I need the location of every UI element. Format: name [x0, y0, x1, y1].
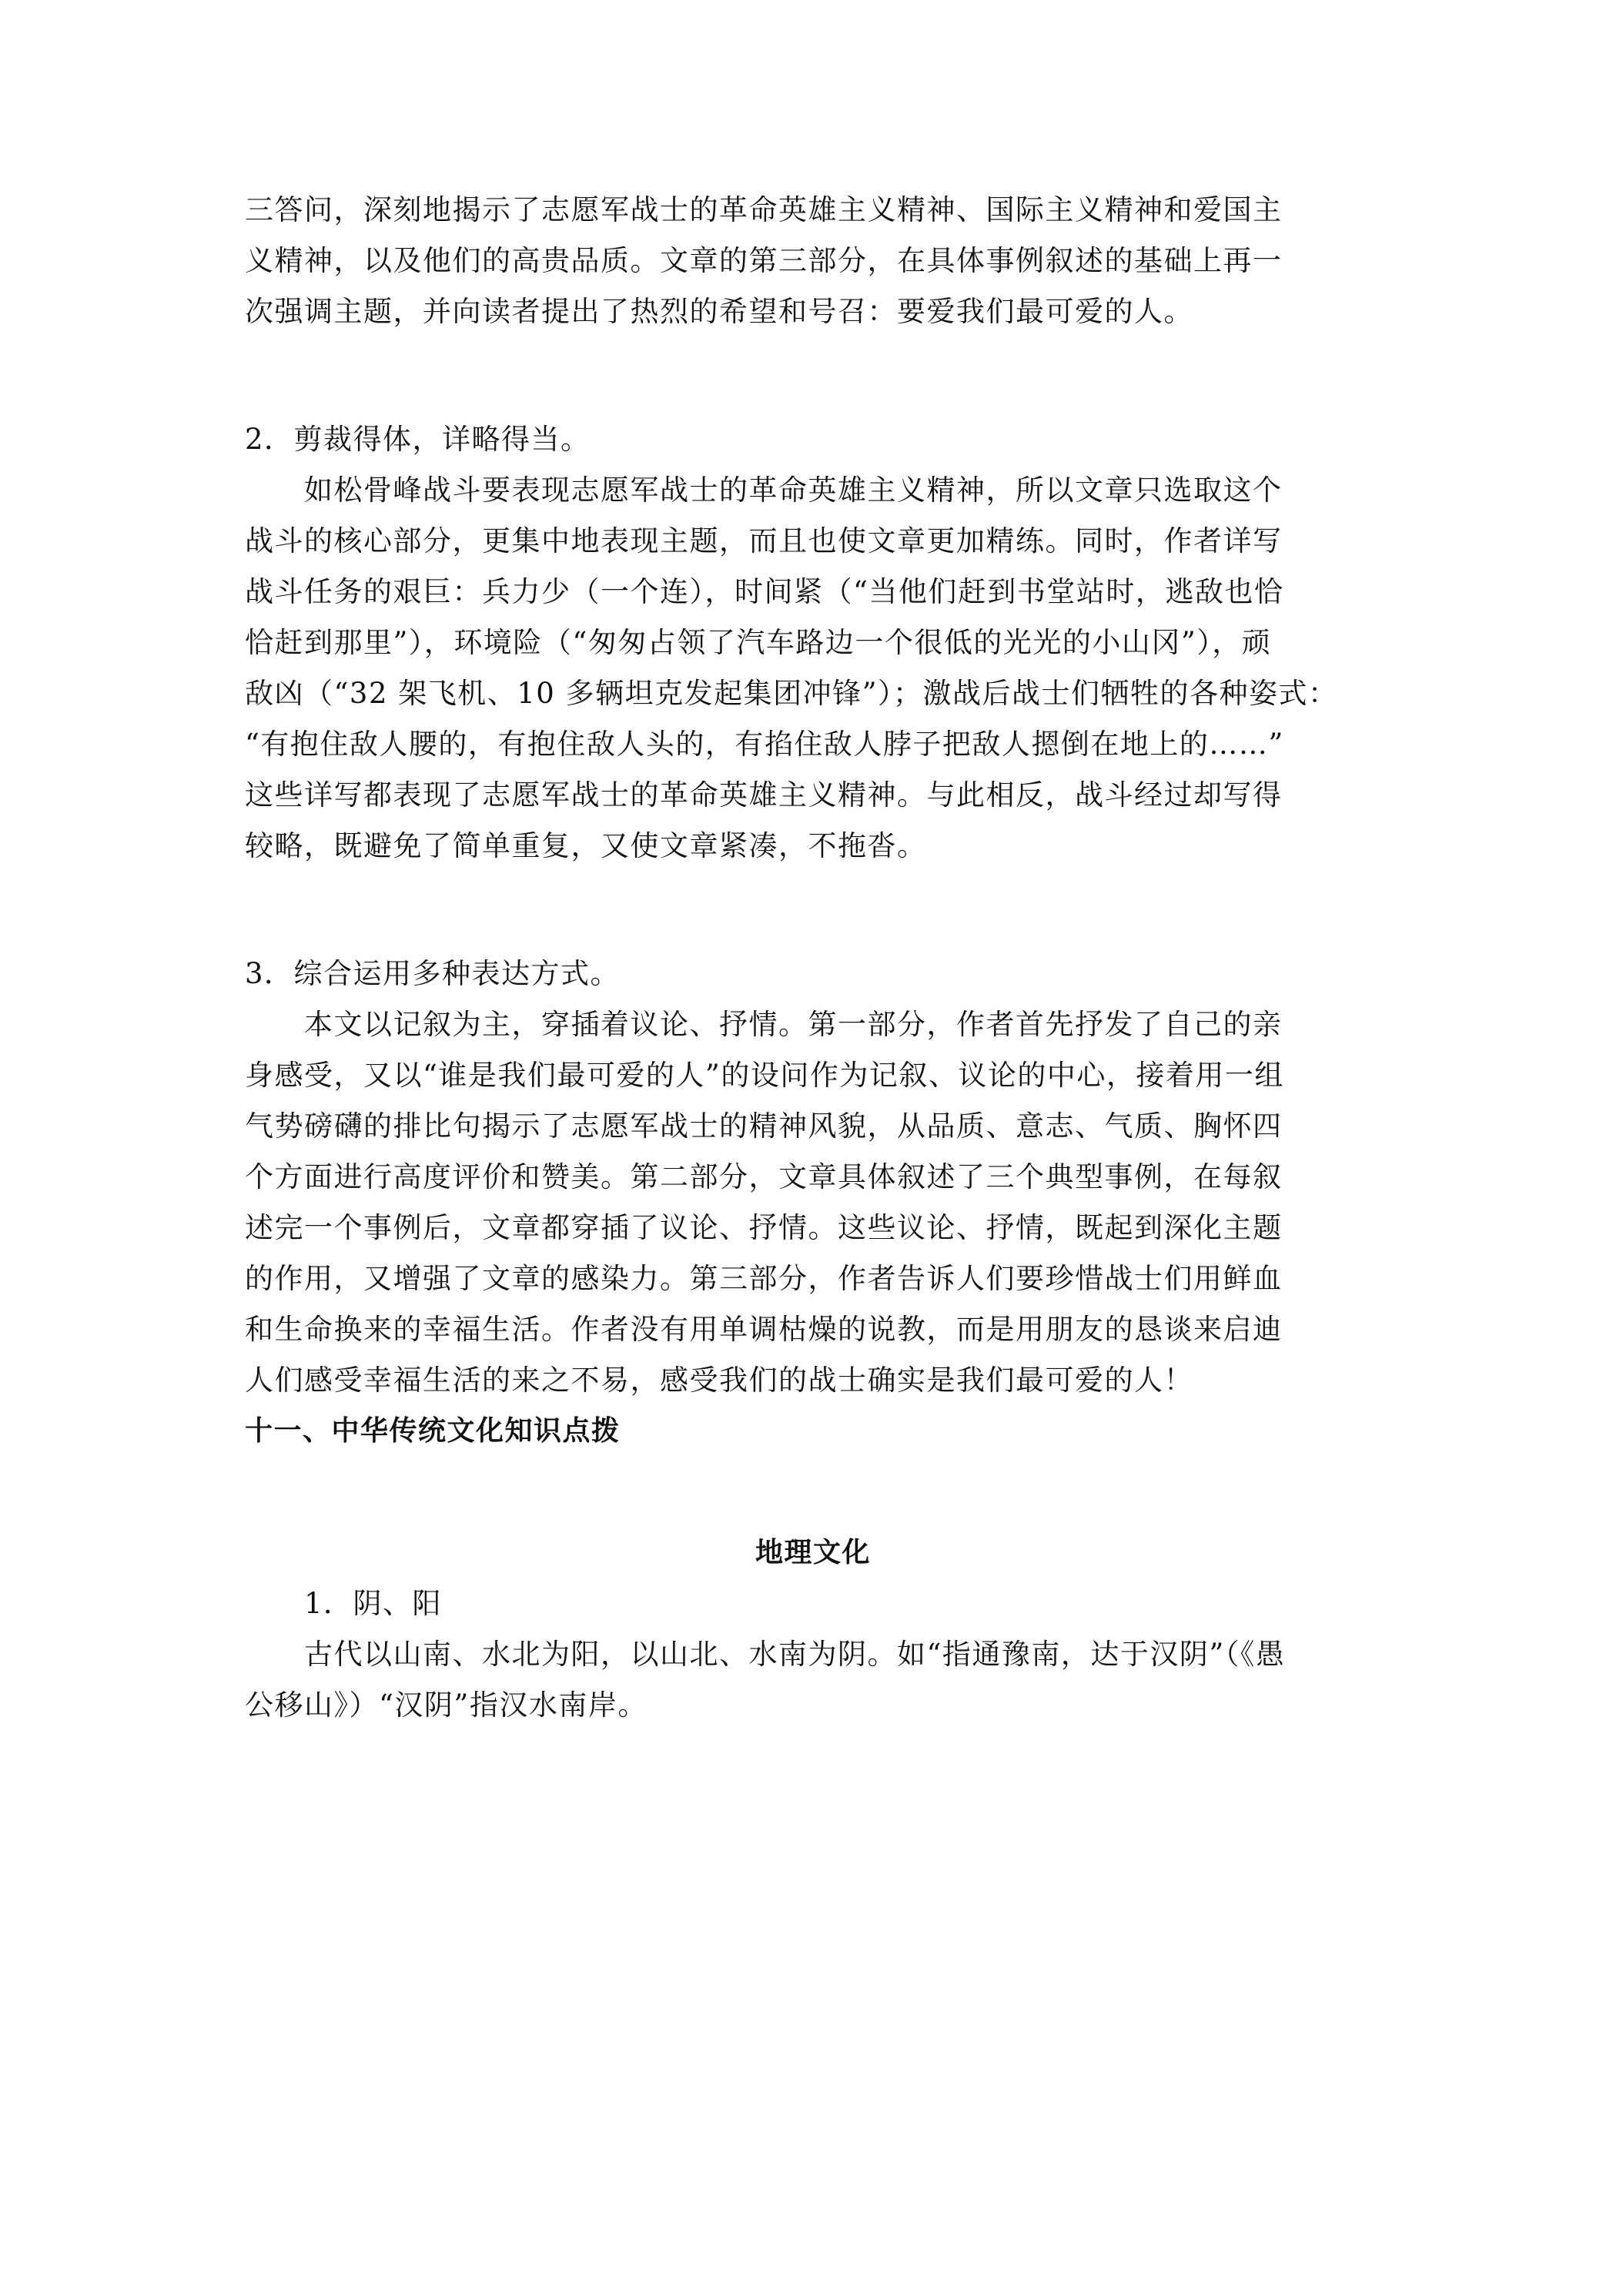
text-line: 公移山》）“汉阴”指汉水南岸。 [245, 1689, 648, 1722]
text-line: 本文以记叙为主，穿插着议论、抒情。第一部分，作者首先抒发了自己的亲 [245, 1008, 1283, 1041]
text-line: 气势磅礴的排比句揭示了志愿军战士的精神风貌，从品质、意志、气质、胸怀四 [245, 1110, 1283, 1143]
text-line: “有抱住敌人腰的，有抱住敌人头的，有掐住敌人脖子把敌人摁倒在地上的……” [245, 728, 1284, 761]
section-11-title: 十一、中华传统文化知识点拨 [245, 1415, 621, 1447]
text-line: 三答问，深刻地揭示了志愿军战士的革命英雄主义精神、国际主义精神和爱国主 [245, 193, 1283, 226]
point-2-heading: 2．剪裁得体，详略得当。 [245, 423, 591, 456]
text-line: 战斗任务的艰巨：兵力少（一个连），时间紧（“当他们赶到书堂站时，逃敌也恰 [245, 575, 1284, 608]
text-line: 战斗的核心部分，更集中地表现主题，而且也使文章更加精练。同时，作者详写 [245, 524, 1283, 557]
point-3-heading: 3．综合运用多种表达方式。 [245, 957, 621, 990]
text-line: 较略，既避免了简单重复，又使文章紧凑，不拖沓。 [245, 829, 927, 862]
text-line: 的作用，又增强了文章的感染力。第三部分，作者告诉人们要珍惜战士们用鲜血 [245, 1262, 1283, 1295]
paragraph-geo-item-1 [245, 1629, 1381, 1731]
text-line: 古代以山南、水北为阳，以山北、水南为阴。如“指通豫南，达于汉阴”（《愚 [245, 1638, 1286, 1671]
text-line: 义精神，以及他们的高贵品质。文章的第三部分，在具体事例叙述的基础上再一 [245, 244, 1283, 277]
document-page [245, 185, 1381, 1731]
text-line: 这些详写都表现了志愿军战士的革命英雄主义精神。与此相反，战斗经过却写得 [245, 778, 1283, 812]
paragraph-summary-part3 [245, 185, 1381, 337]
text-line: 身感受，又以“谁是我们最可爱的人”的设问作为记叙、议论的中心，接着用一组 [245, 1059, 1284, 1092]
paragraph-point-2 [245, 465, 1381, 872]
text-line: 个方面进行高度评价和赞美。第二部分，文章具体叙述了三个典型事例，在每叙 [245, 1160, 1283, 1193]
text-line: 次强调主题，并向读者提出了热烈的希望和号召：要爱我们最可爱的人。 [245, 295, 1193, 328]
paragraph-point-3 [245, 999, 1381, 1406]
text-line: 恰赶到那里”），环境险（“匆匆占领了汽车路边一个很低的光光的小山冈”），顽 [245, 626, 1272, 659]
text-line: 和生命换来的幸福生活。作者没有用单调枯燥的说教，而是用朋友的恳谈来启迪 [245, 1313, 1283, 1346]
geo-item-1-heading: 1．阴、阳 [245, 1587, 443, 1620]
text-line: 如松骨峰战斗要表现志愿军战士的革命英雄主义精神，所以文章只选取这个 [245, 474, 1283, 507]
text-line: 述完一个事例后，文章都穿插了议论、抒情。这些议论、抒情，既起到深化主题 [245, 1211, 1283, 1244]
geo-culture-title: 地理文化 [755, 1537, 871, 1568]
text-line: 人们感受幸福生活的来之不易，感受我们的战士确实是我们最可爱的人！ [245, 1364, 1193, 1397]
text-line: 敌凶（“32 架飞机、10 多辆坦克发起集团冲锋”）；激战后战士们牺牲的各种姿式： [245, 677, 1338, 710]
